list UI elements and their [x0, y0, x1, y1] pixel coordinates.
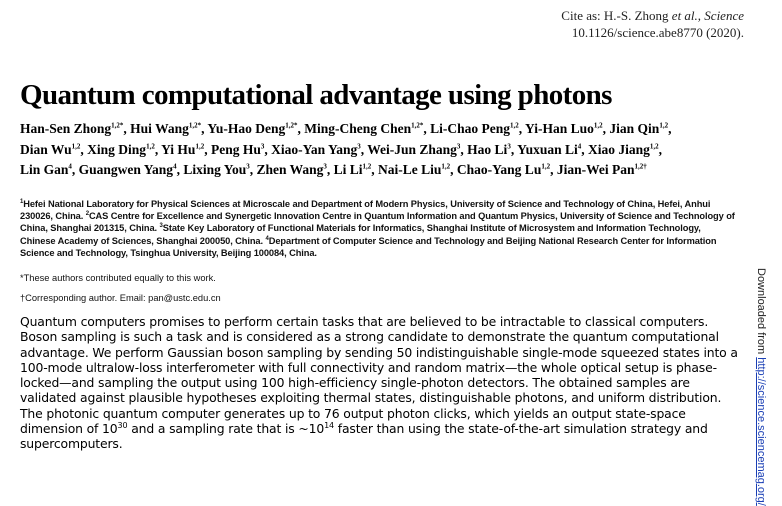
- author: Hao Li$^3$,: [467, 141, 515, 157]
- author: Li Li$^{1,2}$,: [333, 162, 375, 177]
- author: Wei-Jun Zhang$^3$,: [367, 141, 464, 157]
- author-name: Li-Chao Peng: [430, 121, 510, 136]
- author-affiliation-marker: 3: [323, 162, 327, 171]
- author: Zhen Wang$^3$,: [256, 162, 331, 177]
- author-name: Hao Li: [467, 141, 508, 157]
- author-name: Wei-Jun Zhang: [367, 141, 457, 157]
- author: Lin Gan$^4$,: [20, 162, 76, 177]
- affiliations: [20, 198, 738, 259]
- author: Guangwen Yang$^4$,: [78, 162, 180, 177]
- citation-line-2: 10.1126/science.abe8770 (2020).: [571, 25, 744, 40]
- affiliation-number: 2: [85, 211, 89, 218]
- author-affiliation-marker: 3: [246, 162, 250, 171]
- author: Ming-Cheng Chen$^{1,2*}$,: [304, 121, 427, 136]
- author-affiliation-marker: 3: [507, 142, 511, 150]
- author-name: Yi-Han Luo: [525, 121, 594, 136]
- author-name: Yu-Hao Deng: [207, 121, 286, 136]
- author-affiliation-marker: 1,2: [441, 162, 451, 171]
- author-affiliation-marker: 1,2: [71, 142, 81, 150]
- author-affiliation-marker: 1,2: [659, 121, 669, 130]
- author-affiliation-marker: 1,2*: [411, 121, 424, 130]
- citation-line-1: Cite as: H.-S. Zhong et al., Science: [561, 8, 744, 23]
- author-name: Nai-Le Liu: [378, 162, 442, 177]
- affiliation-text: Hefei National Laboratory for Physical Sciences at Microscale and Department of Modern Physics, University of Science and Technology of China, Hefei, Anhui 230026, China.: [20, 199, 711, 222]
- citation-etal: et al.,: [671, 8, 702, 23]
- corresponding-author-note: †Corresponding author. Email: pan@ustc.edu.cn: [20, 293, 221, 303]
- author-name: Xing Ding: [87, 141, 147, 157]
- affiliation-text: Department of Computer Science and Technology and Beijing National Research Center for Information Science and Technology, Tsinghua University, Beijing 100084, China.: [20, 235, 717, 258]
- author-name: Dian Wu: [20, 141, 72, 157]
- author-affiliation-marker: 4: [577, 142, 582, 150]
- author-name: Hui Wang: [130, 121, 189, 136]
- author-list: [20, 119, 720, 181]
- paper-title: Quantum computational advantage using photons: [20, 79, 612, 111]
- author: Yuxuan Li$^4$,: [517, 141, 585, 157]
- author-affiliation-marker: 3: [260, 142, 265, 150]
- author: Dian Wu$^{1,2}$,: [20, 141, 84, 157]
- author: Xiao-Yan Yang$^3$,: [271, 141, 365, 157]
- affiliation-number: 4: [265, 235, 269, 242]
- exponent-14: 14: [324, 420, 334, 430]
- download-sidebar: Downloaded from http://science.sciencemag.org/: [755, 268, 767, 506]
- author-affiliation-marker: 1,2: [195, 142, 205, 150]
- author-name: Guangwen Yang: [78, 162, 174, 177]
- author-affiliation-marker: 1,2*: [111, 121, 124, 130]
- author-affiliation-marker: 1,2: [541, 162, 551, 171]
- author-affiliation-marker: 1,2: [649, 142, 659, 150]
- author: Yi-Han Luo$^{1,2}$,: [525, 121, 607, 136]
- citation-journal: Science: [704, 8, 744, 23]
- author-name: Jian-Wei Pan: [556, 162, 635, 177]
- author: Peng Hu$^3$,: [210, 141, 268, 157]
- author-affiliation-marker: 3: [456, 142, 461, 150]
- author-name: Xiao-Yan Yang: [271, 141, 358, 157]
- author-affiliation-marker: 1,2: [510, 121, 519, 130]
- author-affiliation-marker: 4: [173, 162, 177, 171]
- author: Yi Hu$^{1,2}$,: [161, 141, 208, 157]
- author-name: Jian Qin: [609, 121, 660, 136]
- abstract: Quantum computers promises to perform certain tasks that are believed to be intractable to classical computers. Boson sampling is such a task and is considered as a strong candidate to demonstrate the quantum computational advantage. We perform Gaussian boson sampling by sending 50 indistinguishable single-mode squeezed states into a 100-mode ultralow-loss interferometer with full connectivity and random matrix—the whole optical setup is phase-locked—and sampling the output using 100 high-efficiency single-photon detectors. The obtained samples are validated against plausible hypotheses exploiting thermal states, distinguishable photons, and uniform distribution. The photonic quantum computer generates up to 76 output photon clicks, which yields an output state-space dimension of $10^{30}$ and a sampling rate that is $\sim 10^{14}$ faster than using the state-of-the-art simulation strategy and supercomputers.: [20, 314, 738, 452]
- affiliation-text: CAS Centre for Excellence and Synergetic Innovation Centre in Quantum Information and Quantum Physics, University of Science and Technology of China, Shanghai 201315, China.: [20, 211, 735, 234]
- author: Lixing You$^3$,: [183, 162, 254, 177]
- author-affiliation-marker: 3: [357, 142, 361, 150]
- author-name: Xiao Jiang: [587, 141, 650, 157]
- affiliation-number: 1: [20, 198, 24, 205]
- author: Chao-Yang Lu$^{1,2}$,: [456, 162, 554, 177]
- author-affiliation-marker: 1,2†: [634, 162, 647, 171]
- author: Nai-Le Liu$^{1,2}$,: [378, 162, 454, 177]
- author: Han-Sen Zhong$^{1,2*}$,: [20, 121, 127, 136]
- author: Xing Ding$^{1,2}$,: [87, 141, 159, 157]
- equal-contribution-note: *These authors contributed equally to this work.: [20, 273, 216, 283]
- author-name: Zhen Wang: [256, 162, 324, 177]
- author: Yu-Hao Deng$^{1,2*}$,: [207, 121, 301, 136]
- author: Xiao Jiang$^{1,2}$,: [587, 141, 662, 157]
- author-name: Li Li: [333, 162, 363, 177]
- author-affiliation-marker: 1,2*: [188, 121, 202, 130]
- affiliation-text: State Key Laboratory of Functional Materials for Informatics, Shanghai Institute of Microsystem and Information Technology, Chinese Academy of Sciences, Shanghai 200050, China.: [20, 223, 701, 246]
- author-name: Ming-Cheng Chen: [304, 121, 412, 136]
- author: [557, 162, 647, 177]
- affiliation-number: 3: [159, 223, 163, 230]
- author-name: Yi Hu: [161, 141, 196, 157]
- author-name: Yuxuan Li: [517, 141, 578, 157]
- author-name: Lin Gan: [20, 162, 69, 177]
- author: Hui Wang$^{1,2*}$,: [130, 121, 205, 136]
- author-affiliation-marker: 1,2: [146, 142, 155, 150]
- author: Li-Chao Peng$^{1,2}$,: [430, 121, 523, 136]
- author-name: Chao-Yang Lu: [456, 162, 542, 177]
- author-affiliation-marker: 1,2: [362, 162, 372, 171]
- exponent-30: 30: [117, 420, 128, 430]
- author-affiliation-marker: 4: [68, 162, 72, 171]
- author-affiliation-marker: 1,2*: [285, 121, 298, 130]
- citation-block: [561, 7, 744, 41]
- author: Jian Qin$^{1,2}$,: [609, 121, 672, 136]
- author-name: Lixing You: [183, 162, 247, 177]
- author-affiliation-marker: 1,2: [593, 121, 603, 130]
- download-link[interactable]: http://science.sciencemag.org/: [755, 357, 767, 506]
- author-name: Han-Sen Zhong: [20, 121, 112, 136]
- author-name: Peng Hu: [210, 141, 261, 157]
